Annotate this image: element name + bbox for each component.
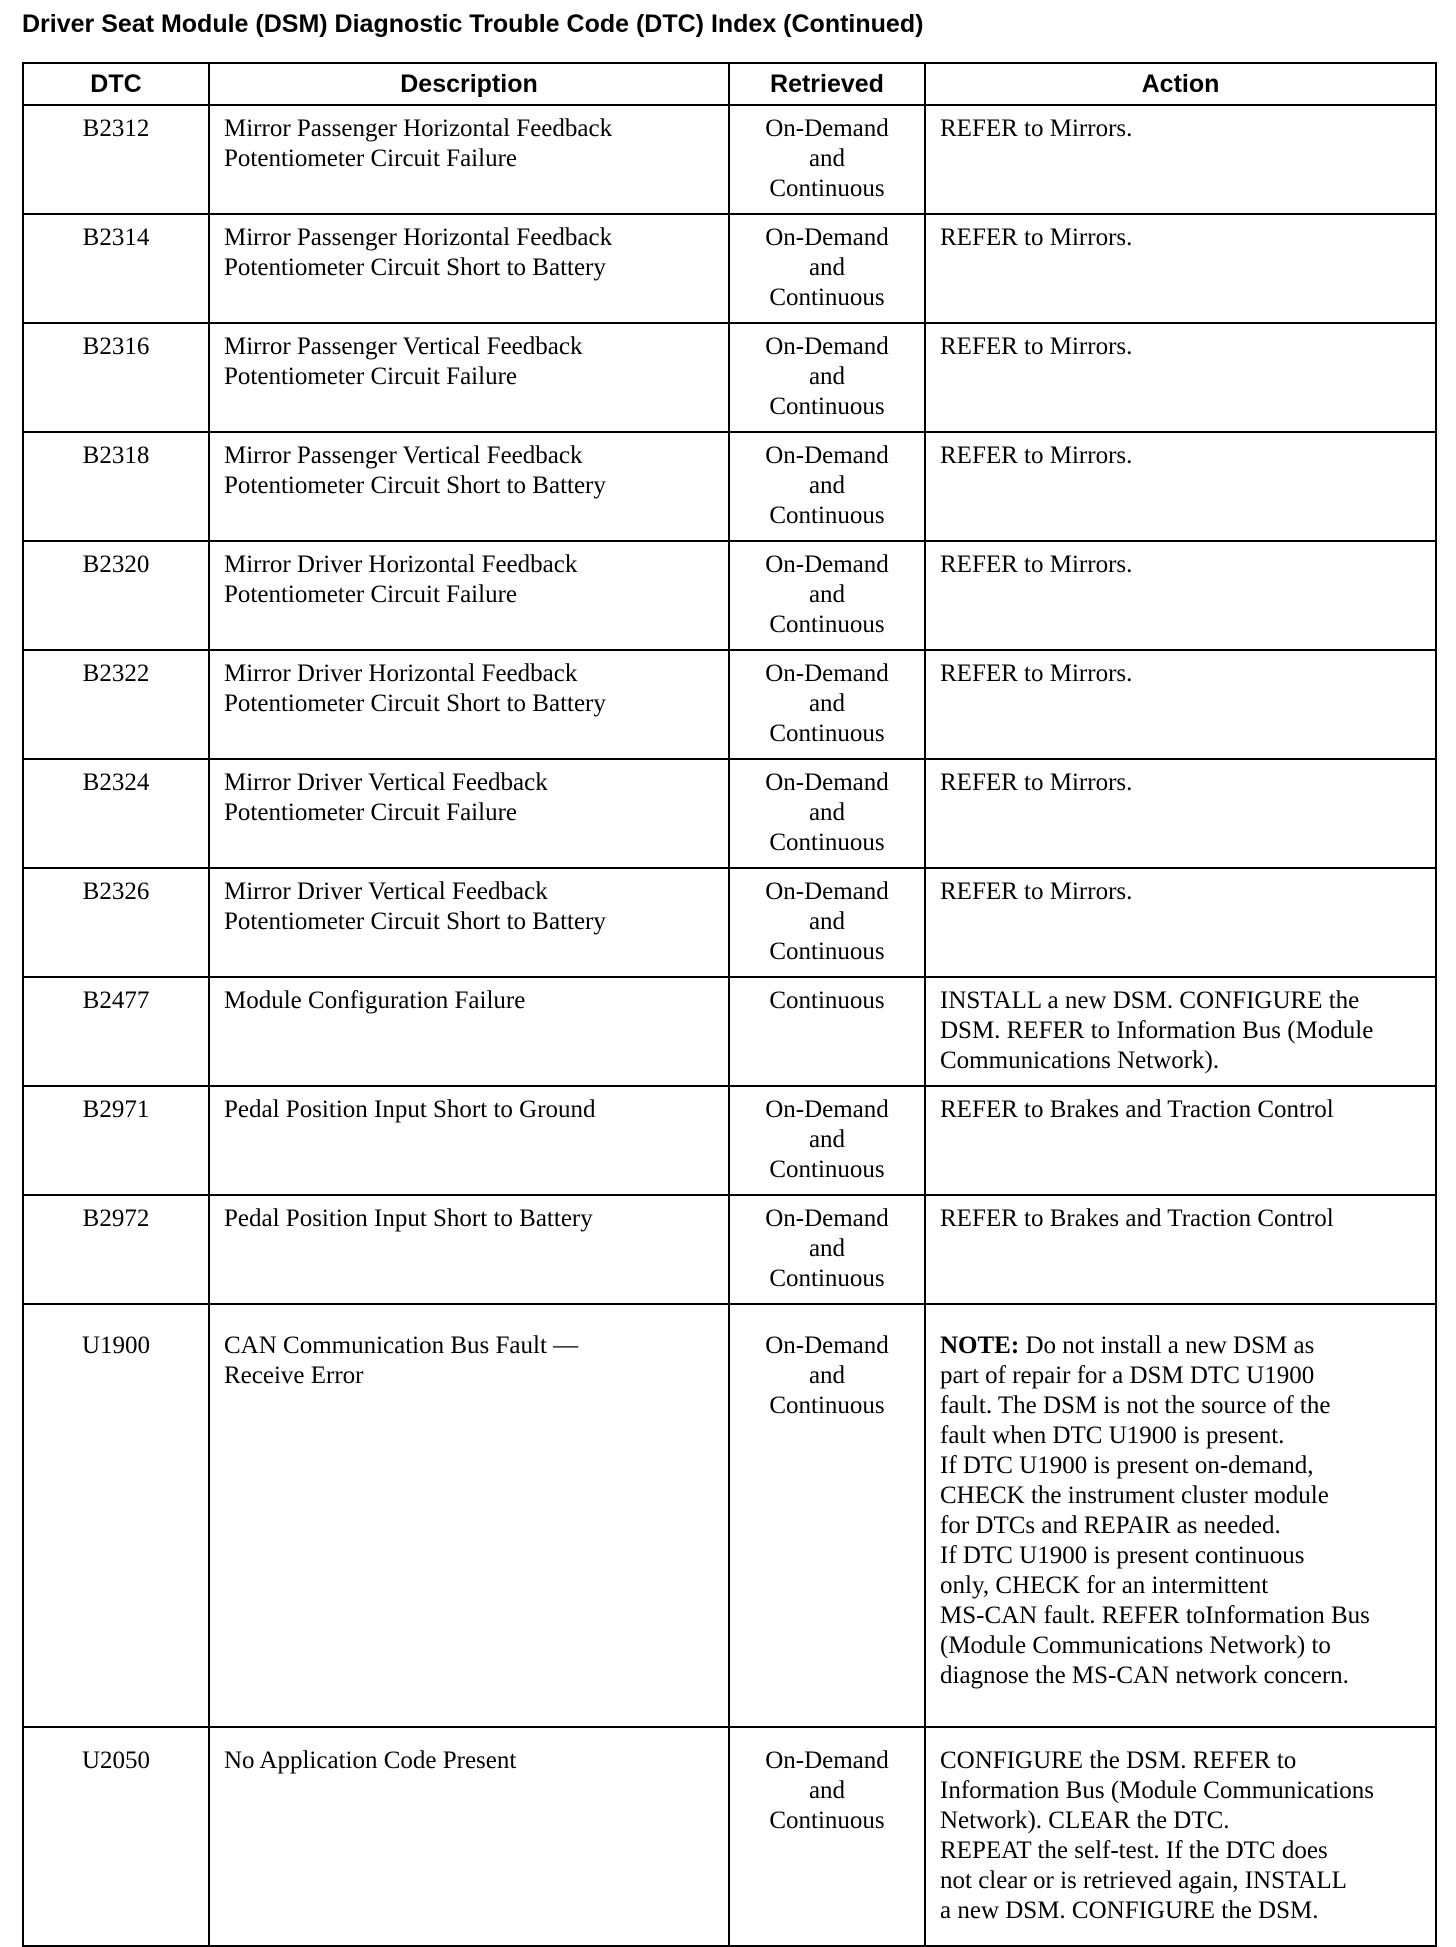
dtc-code: B2326 bbox=[23, 868, 209, 977]
dtc-code: B2324 bbox=[23, 759, 209, 868]
page-title: Driver Seat Module (DSM) Diagnostic Trouble Code (DTC) Index (Continued) bbox=[22, 10, 924, 38]
dtc-action: REFER to Mirrors. bbox=[925, 105, 1436, 214]
dtc-retrieved: On-Demand and Continuous bbox=[729, 1086, 925, 1195]
dtc-code: B2312 bbox=[23, 105, 209, 214]
dtc-retrieved: On-Demand and Continuous bbox=[729, 1195, 925, 1304]
table-row bbox=[23, 105, 1436, 214]
dtc-description: Mirror Driver Horizontal Feedback Potentiometer Circuit Short to Battery bbox=[209, 650, 729, 759]
dtc-code: B2320 bbox=[23, 541, 209, 650]
table-row bbox=[23, 759, 1436, 868]
table-row bbox=[23, 1727, 1436, 1946]
dtc-action: REFER to Mirrors. bbox=[925, 650, 1436, 759]
dtc-code: B2972 bbox=[23, 1195, 209, 1304]
table-row bbox=[23, 1195, 1436, 1304]
dtc-action: REFER to Mirrors. bbox=[925, 323, 1436, 432]
dtc-action: REFER to Mirrors. bbox=[925, 868, 1436, 977]
dtc-action: REFER to Mirrors. bbox=[925, 432, 1436, 541]
dtc-retrieved: On-Demand and Continuous bbox=[729, 759, 925, 868]
dtc-description: Mirror Passenger Horizontal Feedback Potentiometer Circuit Failure bbox=[209, 105, 729, 214]
dtc-description: No Application Code Present bbox=[209, 1727, 729, 1946]
header-action: Action bbox=[925, 63, 1436, 105]
table-row bbox=[23, 977, 1436, 1086]
dtc-retrieved: On-Demand and Continuous bbox=[729, 868, 925, 977]
dtc-action: REFER to Mirrors. bbox=[925, 541, 1436, 650]
dtc-action: REFER to Mirrors. bbox=[925, 214, 1436, 323]
note-label: NOTE: bbox=[940, 1332, 1020, 1359]
dtc-action bbox=[925, 1304, 1436, 1727]
dtc-description: Mirror Passenger Horizontal Feedback Potentiometer Circuit Short to Battery bbox=[209, 214, 729, 323]
dtc-description: Module Configuration Failure bbox=[209, 977, 729, 1086]
dtc-description: Pedal Position Input Short to Battery bbox=[209, 1195, 729, 1304]
table-row bbox=[23, 432, 1436, 541]
dtc-code: B2322 bbox=[23, 650, 209, 759]
dtc-action: REFER to Brakes and Traction Control bbox=[925, 1086, 1436, 1195]
dtc-action: CONFIGURE the DSM. REFER to Information Bus (Module Communications Network). CLEAR the DTC. REPEAT the self-test. If the DTC does not clear or is retrieved again, INSTALL a new DSM. CONFIGURE the DSM. bbox=[925, 1727, 1436, 1946]
dtc-action: INSTALL a new DSM. CONFIGURE the DSM. REFER to Information Bus (Module Communications Network). bbox=[925, 977, 1436, 1086]
header-row bbox=[23, 63, 1436, 105]
dtc-description: CAN Communication Bus Fault — Receive Error bbox=[209, 1304, 729, 1727]
table-row bbox=[23, 1086, 1436, 1195]
dtc-retrieved: On-Demand and Continuous bbox=[729, 323, 925, 432]
table-row bbox=[23, 541, 1436, 650]
dtc-retrieved: On-Demand and Continuous bbox=[729, 541, 925, 650]
header-dtc: DTC bbox=[23, 63, 209, 105]
header-description: Description bbox=[209, 63, 729, 105]
dtc-description: Mirror Driver Vertical Feedback Potentiometer Circuit Failure bbox=[209, 759, 729, 868]
dtc-description: Mirror Driver Horizontal Feedback Potentiometer Circuit Failure bbox=[209, 541, 729, 650]
dtc-retrieved: Continuous bbox=[729, 977, 925, 1086]
dtc-action: REFER to Mirrors. bbox=[925, 759, 1436, 868]
dtc-code: B2971 bbox=[23, 1086, 209, 1195]
dtc-description: Pedal Position Input Short to Ground bbox=[209, 1086, 729, 1195]
note-text: Do not install a new DSM as part of repair for a DSM DTC U1900 fault. The DSM is not the source of the fault when DTC U1900 is present. If DTC U1900 is present on-demand, CHECK the instrument cluster module for DTCs and REPAIR as needed. If DTC U1900 is present continuous only, CHECK for an intermittent MS-CAN fault. REFER toInformation Bus (Module Communications Network) to diagnose the MS-CAN network concern. bbox=[940, 1332, 1370, 1689]
dtc-index-table bbox=[22, 62, 1437, 1947]
table-row bbox=[23, 1304, 1436, 1727]
dtc-retrieved: On-Demand and Continuous bbox=[729, 1727, 925, 1946]
dtc-code: U1900 bbox=[23, 1304, 209, 1727]
header-retrieved: Retrieved bbox=[729, 63, 925, 105]
table-row bbox=[23, 650, 1436, 759]
dtc-code: B2477 bbox=[23, 977, 209, 1086]
dtc-description: Mirror Passenger Vertical Feedback Potentiometer Circuit Failure bbox=[209, 323, 729, 432]
table-row bbox=[23, 214, 1436, 323]
dtc-code: U2050 bbox=[23, 1727, 209, 1946]
dtc-code: B2314 bbox=[23, 214, 209, 323]
dtc-code: B2318 bbox=[23, 432, 209, 541]
table-row bbox=[23, 868, 1436, 977]
dtc-retrieved: On-Demand and Continuous bbox=[729, 214, 925, 323]
dtc-retrieved: On-Demand and Continuous bbox=[729, 650, 925, 759]
dtc-code: B2316 bbox=[23, 323, 209, 432]
dtc-retrieved: On-Demand and Continuous bbox=[729, 1304, 925, 1727]
dtc-description: Mirror Passenger Vertical Feedback Potentiometer Circuit Short to Battery bbox=[209, 432, 729, 541]
dtc-retrieved: On-Demand and Continuous bbox=[729, 105, 925, 214]
dtc-retrieved: On-Demand and Continuous bbox=[729, 432, 925, 541]
dtc-description: Mirror Driver Vertical Feedback Potentiometer Circuit Short to Battery bbox=[209, 868, 729, 977]
table-row bbox=[23, 323, 1436, 432]
dtc-action: REFER to Brakes and Traction Control bbox=[925, 1195, 1436, 1304]
